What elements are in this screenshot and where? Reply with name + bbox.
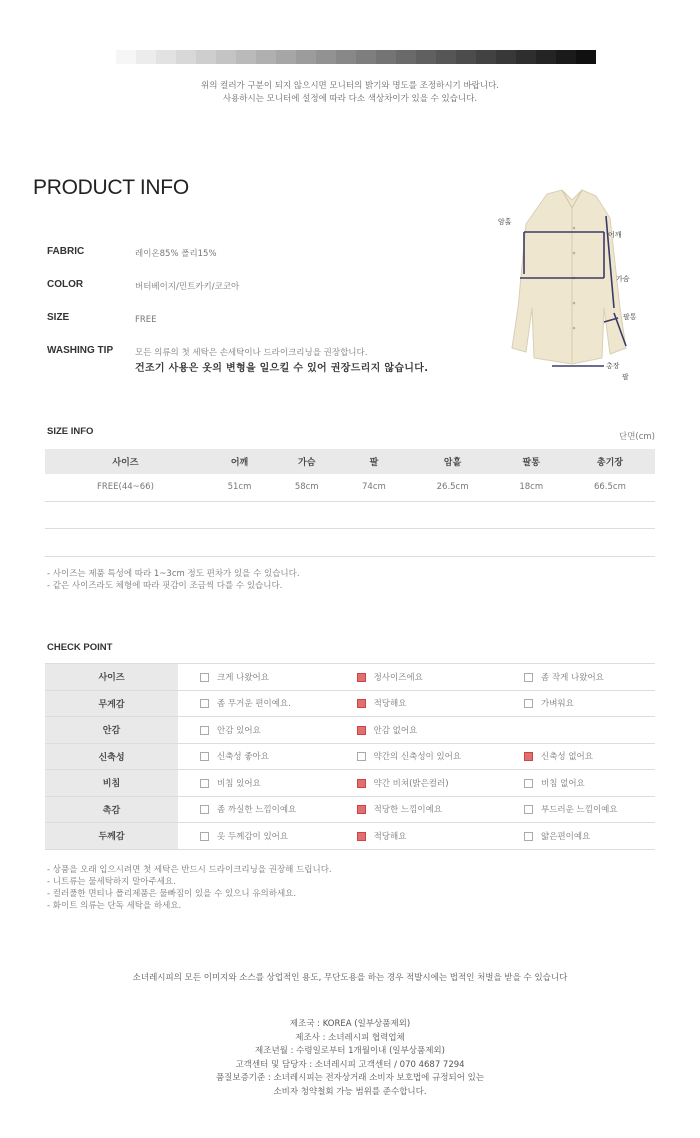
check-option-label: 적당해요 <box>373 831 407 842</box>
gradient-swatch <box>376 50 396 64</box>
gradient-swatch <box>476 50 496 64</box>
care-note-line4: - 화이트 의류는 단독 세탁을 하세요. <box>47 901 182 911</box>
washing-line1: 모든 의류의 첫 세탁은 손세탁이나 드라이크리닝을 권장합니다. <box>135 348 368 358</box>
care-note-line3: - 컬러풀한 면티나 폴리제품은 물빠짐이 있을 수 있으니 유의하세요. <box>47 889 297 899</box>
check-option <box>178 664 335 691</box>
check-option <box>335 664 502 691</box>
washing-value <box>135 345 428 377</box>
gradient-swatch <box>156 50 176 64</box>
size-header-cell: 가슴 <box>273 449 340 474</box>
check-option-label: 적당해요 <box>373 699 407 710</box>
size-cell: 26.5cm <box>408 474 498 501</box>
color-row <box>47 279 239 295</box>
size-header-cell: 팔통 <box>498 449 565 474</box>
fabric-row <box>47 246 217 262</box>
check-option <box>335 796 502 823</box>
check-option <box>502 796 655 823</box>
gradient-swatch <box>136 50 156 64</box>
check-option <box>502 770 655 797</box>
check-option-label: 좀 작게 나왔어요 <box>540 672 604 683</box>
check-option-label: 부드러운 느낌이예요 <box>540 805 618 816</box>
check-option-label: 옷 두께감이 있어요 <box>217 831 289 842</box>
footer-line2: 제조사 : 소녀레시피 협력업체 <box>295 1032 405 1043</box>
size-label: SIZE <box>47 312 70 323</box>
checkbox-checked-icon <box>357 726 366 735</box>
washing-label: WASHING TIP <box>47 345 114 356</box>
size-info-title: SIZE INFO <box>47 426 94 437</box>
footer-line5: 품질보증기준 : 소녀레시피는 전자상거래 소비자 보호법에 규정되어 있는 <box>215 1073 485 1083</box>
diagram-label-shoulder: 어깨 <box>608 231 622 239</box>
checkbox-icon <box>524 779 533 788</box>
size-notes <box>47 568 300 592</box>
checkbox-icon <box>200 805 209 814</box>
size-header-cell: 어깨 <box>206 449 273 474</box>
gradient-swatch <box>496 50 516 64</box>
size-header-cell: 암홀 <box>408 449 498 474</box>
monitor-notice-line2: 사용하시는 모니터에 설정에 따라 다소 색상차이가 있을 수 있습니다. <box>222 94 478 104</box>
check-option <box>502 743 655 770</box>
gradient-swatch <box>456 50 476 64</box>
size-cell: FREE(44~66) <box>45 474 206 501</box>
gradient-swatch <box>316 50 336 64</box>
gradient-swatch <box>516 50 536 64</box>
checkbox-icon <box>200 699 209 708</box>
checkbox-icon <box>200 832 209 841</box>
footer-line3: 제조년월 : 수령일로부터 1개월이내 (일부상품제외) <box>255 1046 445 1056</box>
checkbox-icon <box>357 752 366 761</box>
checkbox-icon <box>200 673 209 682</box>
product-info-title: PRODUCT INFO <box>33 176 189 199</box>
shirt-measurement-diagram <box>492 188 662 388</box>
gradient-swatch <box>356 50 376 64</box>
checkbox-checked-icon <box>357 805 366 814</box>
table-row <box>45 664 655 691</box>
fabric-value: 레이온85% 폴리15% <box>135 249 217 259</box>
check-option-label: 정사이즈에요 <box>373 672 423 683</box>
color-value: 버터베이지/민트카키/코코아 <box>135 282 240 292</box>
check-option <box>335 770 502 797</box>
monitor-notice-line1: 위의 컬러가 구분이 되지 않으시면 모니터의 밝기와 명도를 조정하시기 바랍니다. <box>201 81 499 91</box>
check-option <box>178 717 335 744</box>
check-point-table <box>45 663 655 850</box>
check-option-label: 좀 무거운 편이예요. <box>217 699 291 710</box>
check-option <box>178 796 335 823</box>
gradient-swatch <box>536 50 556 64</box>
check-option <box>502 664 655 691</box>
fabric-label: FABRIC <box>47 246 85 257</box>
washing-row <box>47 345 428 377</box>
checkbox-checked-icon <box>357 832 366 841</box>
table-row <box>45 796 655 823</box>
size-table <box>45 449 655 502</box>
table-row <box>45 690 655 717</box>
footer-line1: 제조국 : KOREA (일부상품제외) <box>289 1019 411 1029</box>
check-option-label: 약간의 신축성이 있어요 <box>373 752 462 763</box>
check-option-label: 비침 있어요 <box>217 778 261 789</box>
check-option-label: 크게 나왔어요 <box>217 672 269 683</box>
check-option-label: 비침 없어요 <box>540 778 585 789</box>
checkbox-icon <box>200 779 209 788</box>
footer-line4: 고객센터 및 담당자 : 소녀레시피 고객센터 / 070 4687 7294 <box>235 1059 465 1070</box>
table-row <box>45 743 655 770</box>
checkbox-icon <box>524 832 533 841</box>
gradient-swatch <box>556 50 576 64</box>
checkbox-icon <box>200 726 209 735</box>
check-option-label: 적당한 느낌이예요 <box>373 805 442 816</box>
care-note-line1: - 상품을 오래 입으시려면 첫 세탁은 반드시 드라이크리닝을 권장해 드립니다. <box>47 865 332 875</box>
gradient-swatch <box>396 50 416 64</box>
check-option-label: 신축성 없어요 <box>540 752 593 763</box>
check-option <box>502 717 655 744</box>
gradient-swatch <box>336 50 356 64</box>
checkbox-checked-icon <box>357 673 366 682</box>
gradient-swatch <box>276 50 296 64</box>
size-row <box>47 312 157 328</box>
care-note-line2: - 니트류는 물세탁하지 말아주세요. <box>47 877 176 887</box>
checkbox-checked-icon <box>524 752 533 761</box>
size-cell: 66.5cm <box>565 474 655 501</box>
size-note-line2: - 같은 사이즈라도 체형에 따라 핏감이 조금씩 다를 수 있습니다. <box>47 581 283 591</box>
diagram-label-sleeve-width: 팔통 <box>623 313 637 321</box>
divider <box>45 528 655 529</box>
checkbox-icon <box>524 805 533 814</box>
checkbox-icon <box>200 752 209 761</box>
check-option <box>335 823 502 850</box>
check-option <box>178 823 335 850</box>
gradient-swatch <box>196 50 216 64</box>
monitor-notice <box>0 80 700 106</box>
size-cell: 51cm <box>206 474 273 501</box>
size-note-line1: - 사이즈는 제품 특성에 따라 1~3cm 정도 편차가 있을 수 있습니다. <box>47 569 300 579</box>
checkbox-checked-icon <box>357 699 366 708</box>
size-table-header <box>45 449 655 474</box>
diagram-label-length: 총장 <box>606 362 620 370</box>
checkbox-icon <box>524 673 533 682</box>
color-label: COLOR <box>47 279 84 290</box>
gradient-swatch <box>176 50 196 64</box>
check-option <box>335 743 502 770</box>
size-unit: 단면(cm) <box>618 432 655 442</box>
check-category: 신축성 <box>45 743 178 770</box>
size-header-cell: 팔 <box>340 449 407 474</box>
shirt-illustration <box>512 190 626 364</box>
monitor-calibration-strip <box>116 50 596 64</box>
table-row <box>45 770 655 797</box>
check-option-label: 신축성 좋아요 <box>217 752 269 763</box>
check-category: 촉감 <box>45 796 178 823</box>
check-category: 안감 <box>45 717 178 744</box>
table-row <box>45 474 655 501</box>
checkbox-icon <box>524 699 533 708</box>
diagram-label-armhole: 암홀 <box>498 218 512 226</box>
size-header-cell: 사이즈 <box>45 449 206 474</box>
copyright-notice: 소녀레시피의 모든 이미지와 소스를 상업적인 용도, 무단도용을 하는 경우 적발시에는 법적인 처벌을 받을 수 있습니다 <box>132 973 568 983</box>
table-row <box>45 717 655 744</box>
gradient-swatch <box>436 50 456 64</box>
check-option-label: 안감 있어요 <box>217 725 261 736</box>
divider <box>45 556 655 557</box>
washing-line2: 건조기 사용은 옷의 변형을 일으킬 수 있어 권장드리지 않습니다. <box>135 363 429 374</box>
size-header-cell: 총기장 <box>565 449 655 474</box>
gradient-swatch <box>216 50 236 64</box>
diagram-label-sleeve: 팔 <box>622 373 629 381</box>
check-option <box>178 690 335 717</box>
checkbox-checked-icon <box>357 779 366 788</box>
gradient-swatch <box>416 50 436 64</box>
size-value: FREE <box>135 315 157 325</box>
check-category: 사이즈 <box>45 664 178 691</box>
gradient-swatch <box>576 50 596 64</box>
check-category: 비침 <box>45 770 178 797</box>
check-option <box>335 690 502 717</box>
check-category: 무게감 <box>45 690 178 717</box>
gradient-swatch <box>236 50 256 64</box>
check-option <box>178 770 335 797</box>
check-option <box>502 690 655 717</box>
size-cell: 74cm <box>340 474 407 501</box>
manufacturer-info <box>0 1018 700 1099</box>
gradient-swatch <box>296 50 316 64</box>
footer-line6: 소비자 청약철회 가능 범위를 준수합니다. <box>273 1086 427 1097</box>
size-cell: 18cm <box>498 474 565 501</box>
check-option <box>502 823 655 850</box>
check-option-label: 약간 비쳐(밝은컬러) <box>373 778 449 789</box>
check-category: 두께감 <box>45 823 178 850</box>
diagram-label-chest: 가슴 <box>616 275 630 283</box>
gradient-swatch <box>116 50 136 64</box>
check-option-label: 안감 없어요 <box>373 725 418 736</box>
check-option-label: 가벼워요 <box>540 699 574 710</box>
care-notes <box>47 864 332 912</box>
check-option <box>335 717 502 744</box>
gradient-swatch <box>256 50 276 64</box>
check-option-label: 얇은편이예요 <box>540 831 591 842</box>
table-row <box>45 823 655 850</box>
check-option-label: 좀 까실한 느낌이예요 <box>217 805 297 816</box>
check-option <box>178 743 335 770</box>
check-point-title: CHECK POINT <box>47 642 113 653</box>
size-cell: 58cm <box>273 474 340 501</box>
